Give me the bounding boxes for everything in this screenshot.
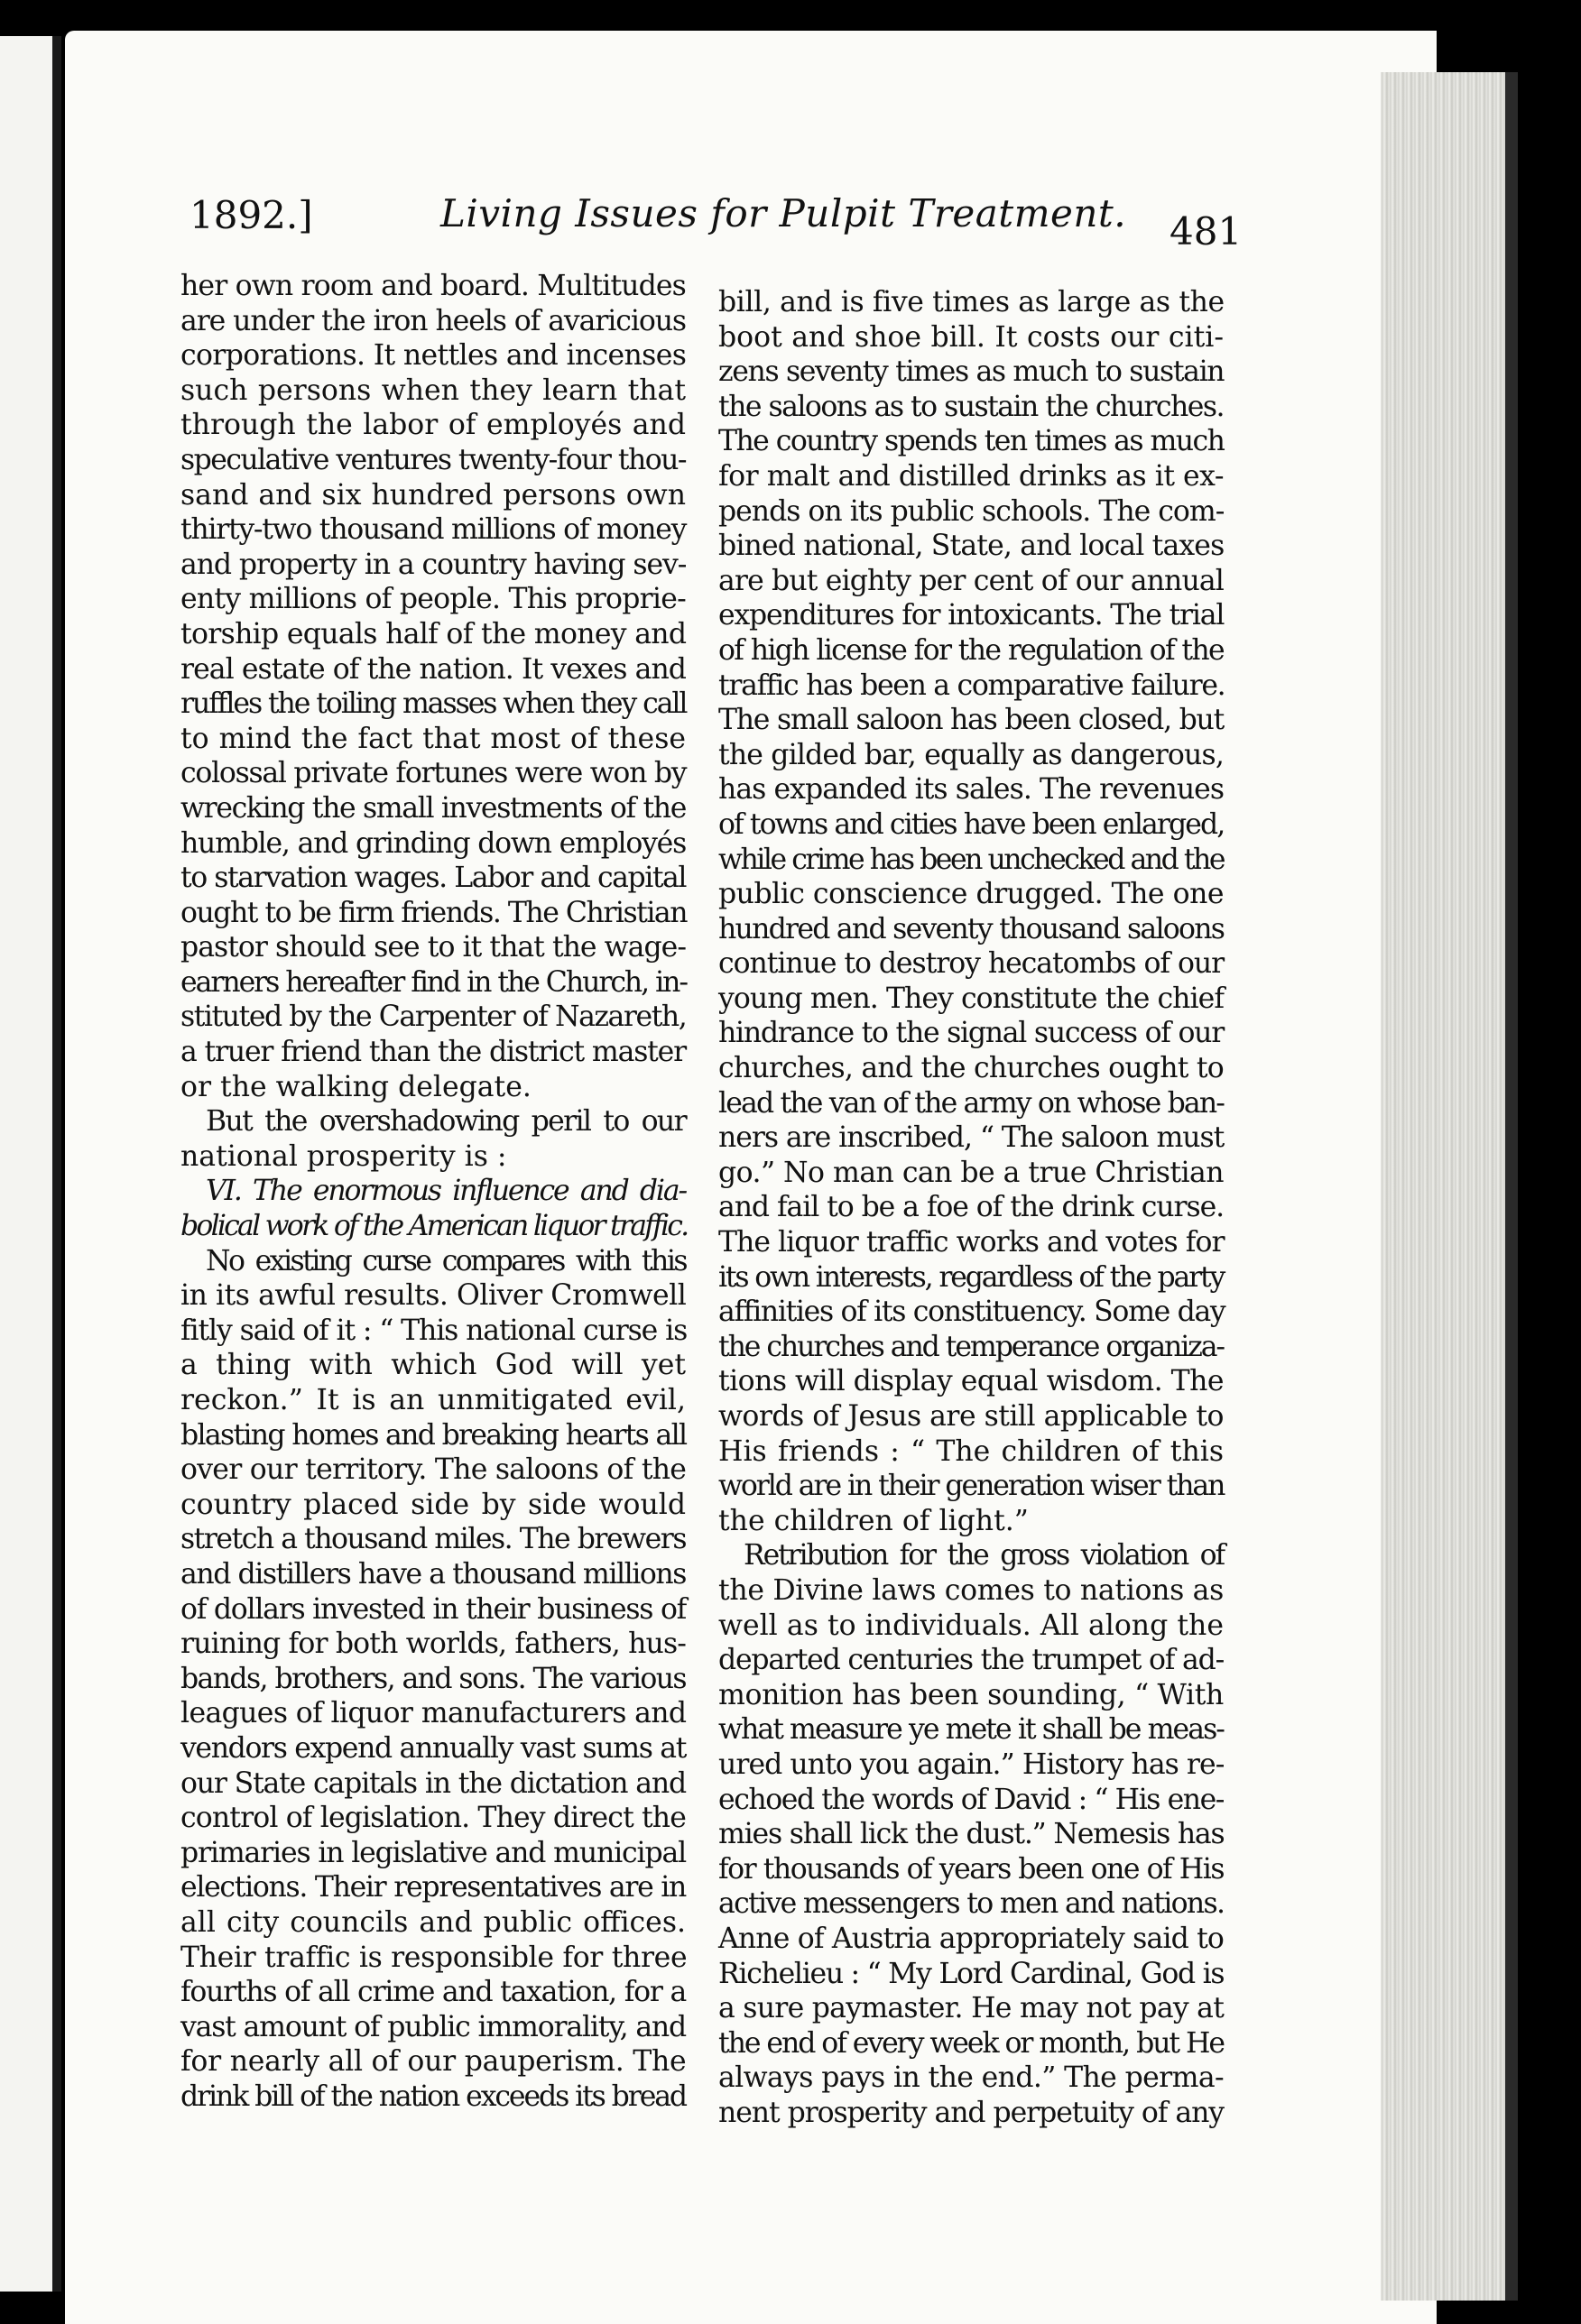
text-line: are but eighty per cent of our annual [718,564,1224,597]
text-line: go.” No man can be a true Christian [718,1156,1224,1189]
text-line: in its awful results. Oliver Cromwell [180,1279,687,1313]
text-line: His friends : “ The children of this [718,1434,1224,1468]
text-line: all city councils and public offices. [180,1905,686,1939]
text-line: hundred and seventy thousand saloons [718,912,1225,945]
text-line: its own interests, regardless of the party [718,1260,1225,1294]
text-line: reckon.” It is an unmitigated evil, [180,1384,686,1416]
text-line: country placed side by side would [180,1488,686,1521]
text-line: and distillers have a thousand millions [180,1557,686,1591]
text-line: a truer friend than the district master [180,1036,686,1069]
text-line: what measure ye mete it shall be meas- [718,1713,1224,1747]
text-line: vast amount of public immorality, and [180,2010,686,2043]
text-line: are under the iron heels of avaricious [180,304,687,337]
text-line: leagues of liquor manufacturers and [180,1697,687,1730]
text-line: our State capitals in the dictation and [180,1766,686,1800]
text-line: the end of every week or month, but He [718,2026,1224,2060]
text-line: well as to individuals. All along the [718,1609,1224,1642]
text-line: control of legislation. They direct the [180,1802,686,1835]
text-line: pends on its public schools. The com- [718,494,1225,528]
text-line: monition has been sounding, “ With [718,1678,1224,1711]
text-line: elections. Their representatives are in [180,1871,686,1904]
text-line: for thousands of years been one of His [718,1852,1224,1886]
text-line: young men. They constitute the chief [718,982,1225,1015]
text-line: churches, and the churches ought to [718,1052,1224,1085]
text-line: No existing curse compares with this [206,1244,686,1277]
text-line: always pays in the end.” The perma- [718,2061,1224,2095]
text-line: a sure paymaster. He may not pay at [718,1992,1225,2025]
text-line: stituted by the Carpenter of Nazareth, [180,1001,687,1034]
text-line: Retribution for the gross violation of [744,1539,1224,1572]
text-line: torship equals half of the money and [180,617,687,650]
text-line: for nearly all of our pauperism. The [180,2045,687,2079]
text-line: to starvation wages. Labor and capital [180,862,686,895]
text-line: the saloons as to sustain the churches. [718,390,1224,423]
text-line: a thing with which God will yet [180,1349,686,1382]
text-line: through the labor of employés and [180,409,686,442]
previous-page-edge [0,36,61,2292]
text-line: departed centuries the trumpet of ad- [718,1644,1224,1677]
text-line: ought to be firm friends. The Christian [180,896,688,929]
text-line: The liquor traffic works and votes for [718,1226,1225,1259]
text-line: earners hereafter find in the Church, in- [180,965,687,999]
text-line: the gilded bar, equally as dangerous, [718,738,1224,771]
text-line: corporations. It nettles and incenses [180,339,687,373]
text-line: The country spends ten times as much [718,425,1225,458]
text-line: sand and six hundred persons own [180,478,686,512]
text-line: active messengers to men and nations. [718,1887,1225,1921]
text-line: wrecking the small investments of the [180,791,686,825]
text-line: and property in a country having sev- [180,548,687,581]
text-line: blasting homes and breaking hearts all [180,1418,687,1452]
text-line: to mind the fact that most of these [180,722,686,755]
text-line: world are in their generation wiser than [718,1470,1225,1503]
text-line: colossal private fortunes were won by [180,757,687,790]
running-header-year: 1892.] [190,193,313,237]
text-line: mies shall lick the dust.” Nemesis has [718,1818,1225,1851]
text-line: continue to destroy hecatombs of our [718,947,1225,981]
text-line: over our territory. The saloons of the [180,1453,687,1487]
text-line: bands, brothers, and sons. The various [180,1662,686,1695]
left-text-column [180,269,686,2114]
text-line: nent prosperity and perpetuity of any [718,2096,1224,2129]
text-line: VI. The enormous influence and dia- [206,1175,686,1208]
text-line: primaries in legislative and municipal [180,1836,686,1869]
text-line: of dollars invested in their business of [180,1592,687,1626]
right-text-column [718,285,1224,2130]
text-line: vendors expend annually vast sums at [180,1731,686,1765]
text-line: words of Jesus are still applicable to [718,1400,1224,1433]
text-line: such persons when they learn that [180,374,686,407]
text-line: and fail to be a foe of the drink curse. [718,1191,1225,1224]
text-line: bill, and is five times as large as the [718,286,1225,318]
text-line: affinities of its constituency. Some day [718,1296,1225,1329]
text-line: real estate of the nation. It vexes and [180,652,686,686]
text-line: the children of light.” [718,1504,1029,1537]
text-line: thirty-two thousand millions of money [180,513,687,547]
text-line: humble, and grinding down employés [180,826,686,860]
text-line: of towns and cities have been enlarged, [718,807,1225,841]
page-stack-edge [1381,72,1516,2301]
text-line: national prosperity is : [180,1139,507,1173]
text-line: enty millions of people. This proprie- [180,583,686,616]
text-line: The small saloon has been closed, but [718,704,1224,737]
text-line: ruffles the toiling masses when they call [180,687,687,721]
text-line: drink bill of the nation exceeds its bread [180,2080,686,2113]
page-number: 481 [1170,209,1243,254]
text-line: ruining for both worlds, fathers, hus- [180,1628,687,1661]
text-line: has expanded its sales. The revenues [718,773,1225,807]
text-line: or the walking delegate. [180,1070,532,1103]
text-line: tions will display equal wisdom. The [718,1365,1224,1398]
text-line: public conscience drugged. The one [718,878,1224,911]
running-header-title: Living Issues for Pulpit Treatment. [440,191,1127,235]
text-line: for malt and distilled drinks as it ex- [718,459,1224,493]
text-line: Anne of Austria appropriately said to [718,1922,1224,1955]
text-line: hindrance to the signal success of our [718,1017,1224,1050]
text-line: ured unto you again.” History has re- [718,1748,1225,1781]
text-line: her own room and board. Multitudes [180,270,686,302]
text-line: pastor should see to it that the wage- [180,931,686,964]
text-line: fitly said of it : “ This national curse is [180,1314,688,1347]
text-line: Richelieu : “ My Lord Cardinal, God is [718,1957,1225,1990]
text-line: bolical work of the American liquor traffic. [180,1210,688,1243]
text-line: the Divine laws comes to nations as [718,1573,1224,1607]
text-line: traffic has been a comparative failure. [718,669,1225,702]
text-line: Their traffic is responsible for three [180,1941,688,1974]
text-line: But the overshadowing peril to our [206,1105,686,1139]
text-line: ners are inscribed, “ The saloon must [718,1121,1225,1155]
text-line: bined national, State, and local taxes [718,530,1225,563]
text-line: lead the van of the army on whose ban- [718,1086,1225,1120]
text-line: stretch a thousand miles. The brewers [180,1523,687,1556]
text-line: fourths of all crime and taxation, for a [180,1976,686,2009]
text-line: of high license for the regulation of the [718,633,1224,667]
book-cover-edge [1505,72,1518,2301]
text-line: the churches and temperance organiza- [718,1330,1224,1363]
text-line: while crime has been unchecked and the [718,843,1224,876]
text-line: zens seventy times as much to sustain [718,355,1225,389]
text-line: echoed the words of David : “ His ene- [718,1783,1224,1816]
text-line: boot and shoe bill. It costs our citi- [718,320,1224,354]
text-line: expenditures for intoxicants. The trial [718,599,1225,632]
text-line: speculative ventures twenty-four thou- [180,443,686,476]
